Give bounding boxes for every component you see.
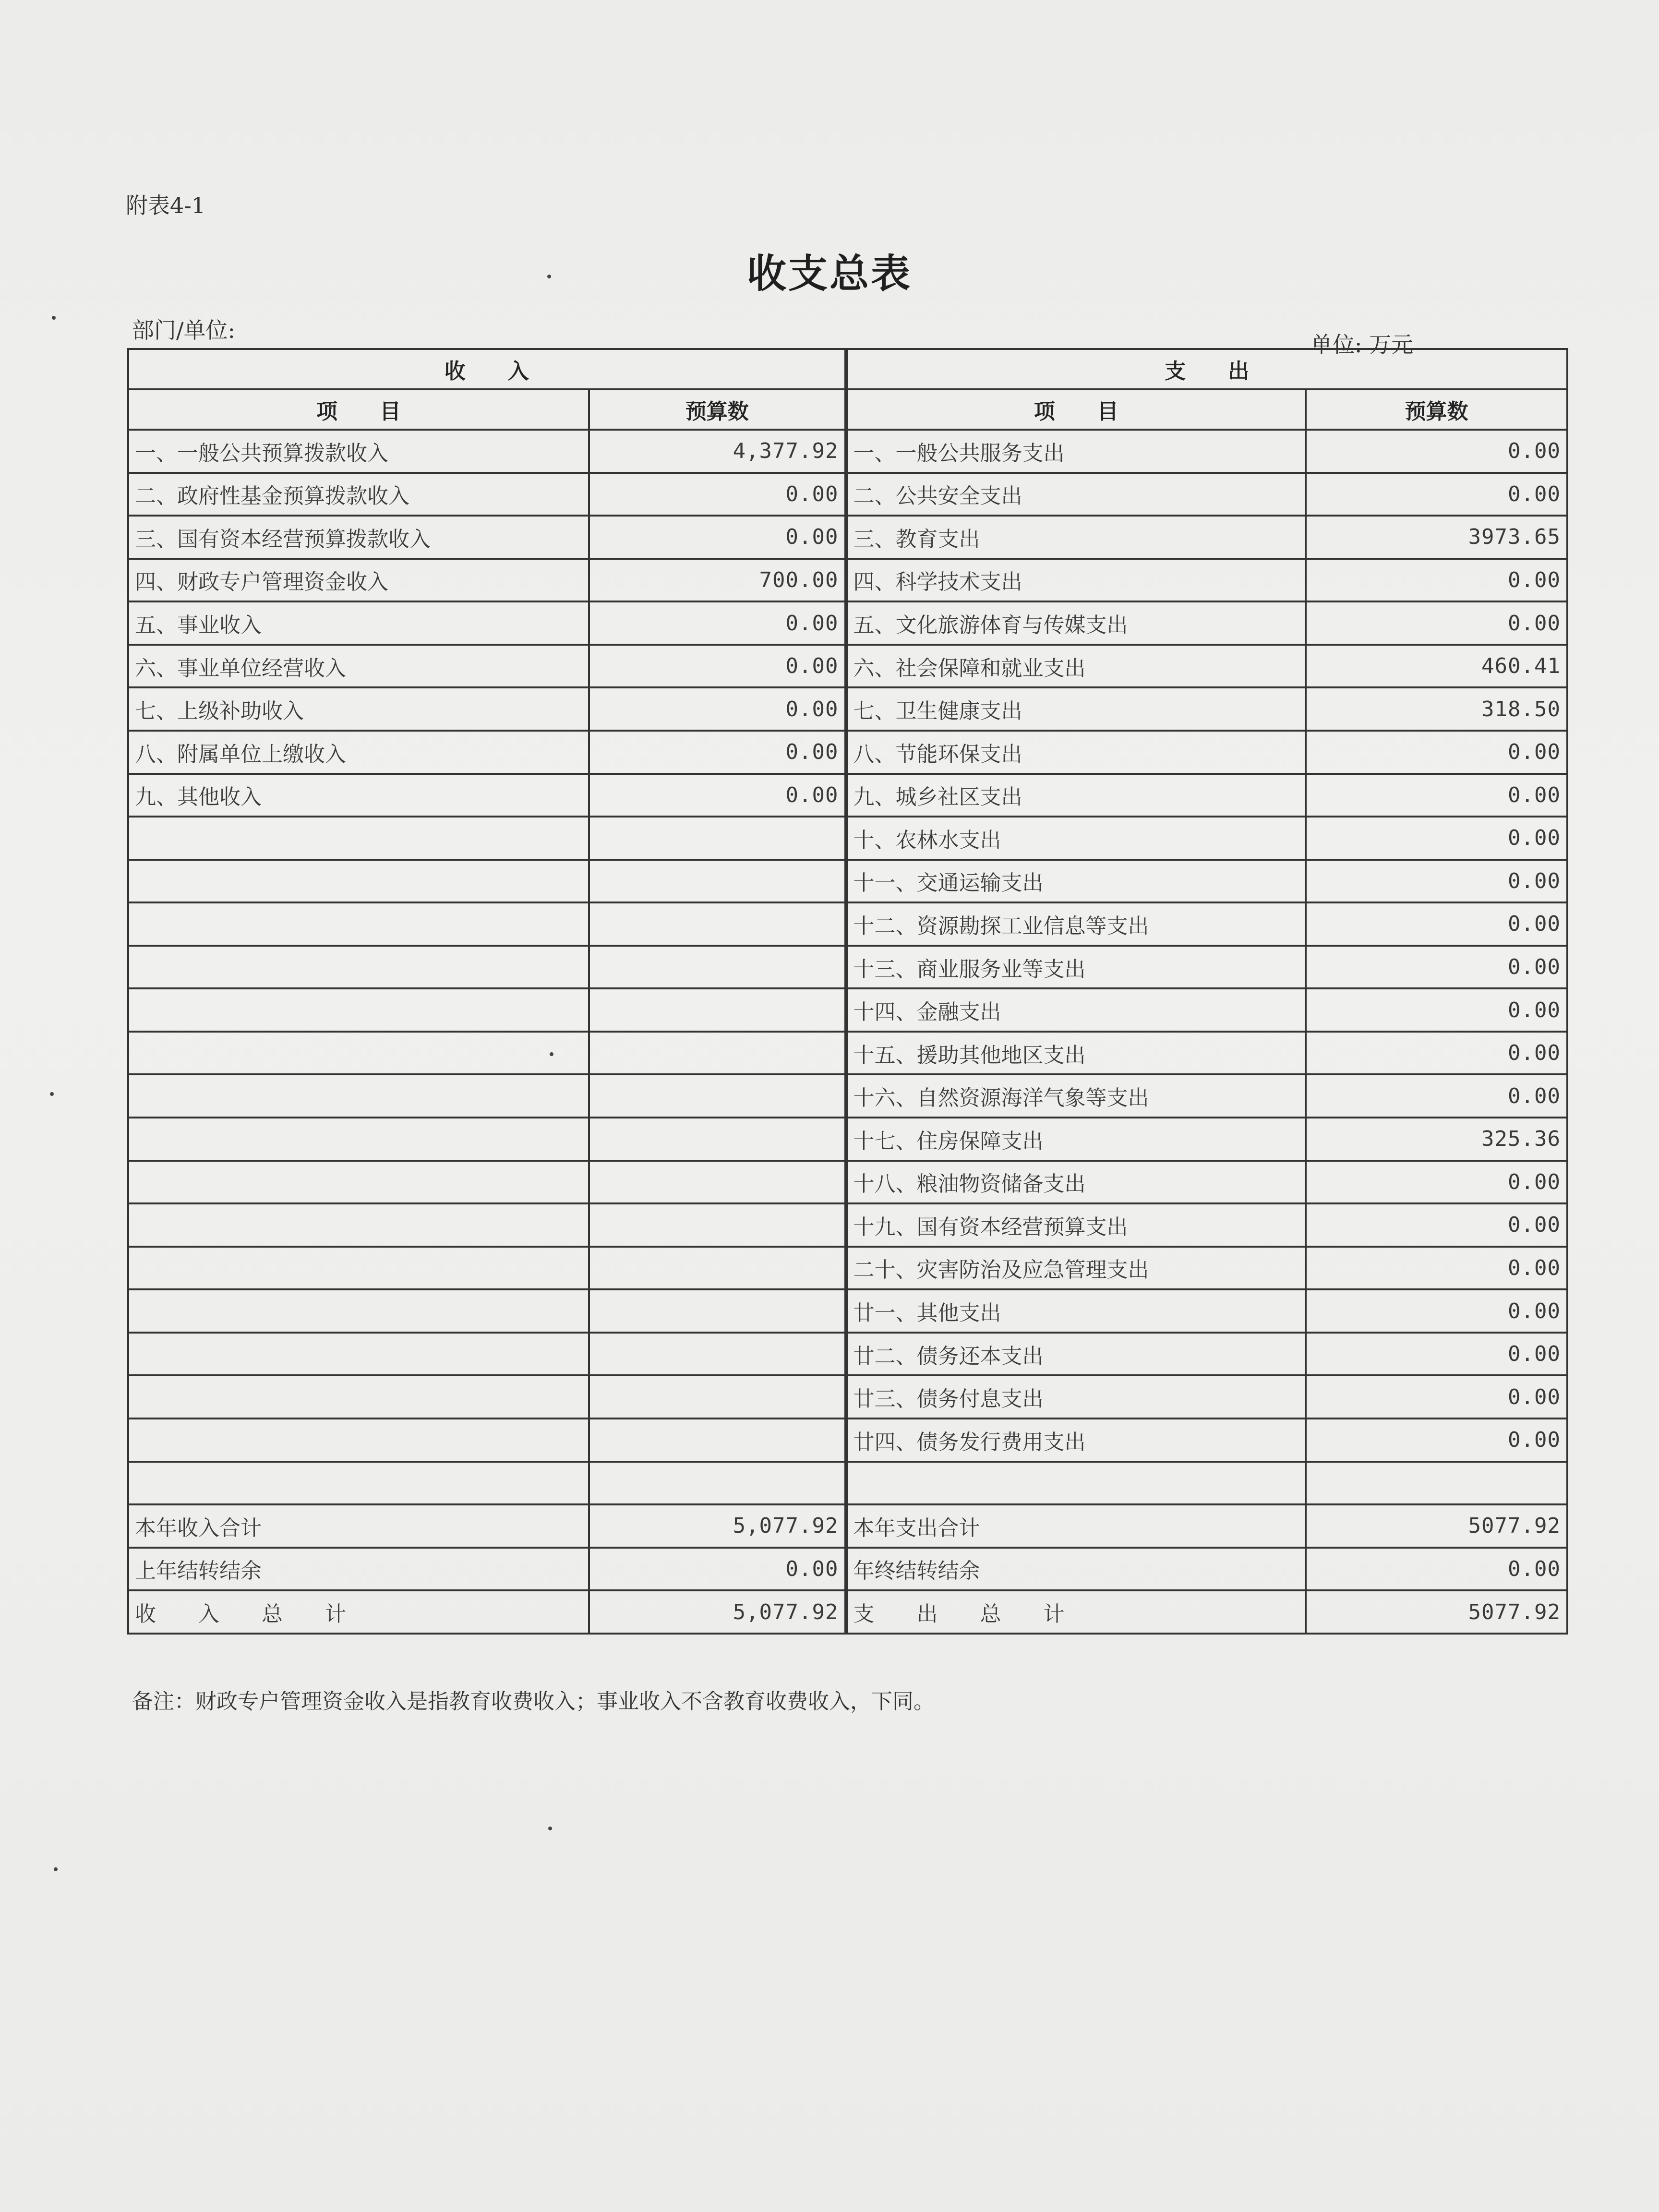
footnote: 备注：财政专户管理资金收入是指教育收费收入；事业收入不含教育收费收入，下同。 xyxy=(132,1689,935,1714)
expense-budget-cell: 0.00 xyxy=(1306,1333,1567,1376)
table-row xyxy=(128,601,1567,645)
income-budget-cell: 0.00 xyxy=(589,731,846,774)
income-budget-cell xyxy=(589,860,846,903)
expense-item-cell: 六、社会保障和就业支出 xyxy=(846,645,1306,688)
income-item-cell xyxy=(128,817,589,860)
expense-budget-cell: 0.00 xyxy=(1306,1074,1567,1118)
table-row xyxy=(128,645,1567,688)
expense-budget-cell: 3973.65 xyxy=(1306,516,1567,559)
expense-budget-cell: 0.00 xyxy=(1306,430,1567,473)
expense-item-cell: 九、城乡社区支出 xyxy=(846,774,1306,817)
expense-item-cell: 十九、国有资本经营预算支出 xyxy=(846,1203,1306,1247)
income-budget-cell: 0.00 xyxy=(589,601,846,645)
attachment-label: 附表4-1 xyxy=(126,192,206,218)
expense-item-cell xyxy=(846,1462,1306,1505)
expense-item-cell: 一、一般公共服务支出 xyxy=(846,430,1306,473)
income-budget-cell: 700.00 xyxy=(589,559,846,602)
income-item-cell xyxy=(128,1203,589,1247)
table-row xyxy=(128,860,1567,903)
income-item-cell xyxy=(128,988,589,1032)
scan-speck xyxy=(547,275,551,278)
table-row xyxy=(128,902,1567,946)
table-row xyxy=(128,1247,1567,1290)
budget-table xyxy=(127,348,1566,1635)
table-row xyxy=(128,473,1567,516)
expense-budget-cell: 0.00 xyxy=(1306,1548,1567,1591)
expense-item-cell: 支 出 总 计 xyxy=(846,1590,1306,1634)
income-budget-cell: 0.00 xyxy=(589,1548,846,1591)
page-title: 收支总表 xyxy=(746,251,912,297)
income-budget-cell xyxy=(589,902,846,946)
unit-label: 单位: 万元 xyxy=(1310,332,1414,358)
expense-item-cell: 廿二、债务还本支出 xyxy=(846,1333,1306,1376)
income-budget-cell xyxy=(589,1462,846,1505)
scan-speck xyxy=(54,1867,58,1871)
income-item-cell xyxy=(128,1247,589,1290)
expense-item-cell: 八、节能环保支出 xyxy=(846,731,1306,774)
table-row xyxy=(128,1548,1567,1591)
income-item-cell: 九、其他收入 xyxy=(128,774,589,817)
table-row xyxy=(128,687,1567,731)
income-item-cell xyxy=(128,1333,589,1376)
expense-item-cell: 廿三、债务付息支出 xyxy=(846,1375,1306,1419)
income-item-cell: 一、一般公共预算拨款收入 xyxy=(128,430,589,473)
table-row xyxy=(128,559,1567,602)
income-budget-cell xyxy=(589,946,846,989)
table-row xyxy=(128,1462,1567,1505)
income-item-cell: 六、事业单位经营收入 xyxy=(128,645,589,688)
table-row xyxy=(128,988,1567,1032)
table-body xyxy=(128,430,1567,1634)
table-row xyxy=(128,516,1567,559)
expense-budget-cell: 0.00 xyxy=(1306,774,1567,817)
expense-item-cell: 四、科学技术支出 xyxy=(846,559,1306,602)
expense-budget-cell: 318.50 xyxy=(1306,687,1567,731)
expense-budget-header: 预算数 xyxy=(1306,389,1567,430)
table-row xyxy=(128,1074,1567,1118)
expense-budget-cell: 0.00 xyxy=(1306,860,1567,903)
income-budget-cell: 0.00 xyxy=(589,774,846,817)
income-item-cell: 二、政府性基金预算拨款收入 xyxy=(128,473,589,516)
expense-item-cell: 七、卫生健康支出 xyxy=(846,687,1306,731)
income-budget-cell xyxy=(589,1118,846,1161)
expense-item-cell: 十二、资源勘探工业信息等支出 xyxy=(846,902,1306,946)
expense-budget-cell: 0.00 xyxy=(1306,988,1567,1032)
income-item-cell xyxy=(128,1032,589,1075)
expense-item-cell: 年终结转结余 xyxy=(846,1548,1306,1591)
expense-item-cell: 三、教育支出 xyxy=(846,516,1306,559)
income-item-cell: 五、事业收入 xyxy=(128,601,589,645)
table-row xyxy=(128,1161,1567,1204)
income-item-cell xyxy=(128,1074,589,1118)
income-budget-cell: 0.00 xyxy=(589,645,846,688)
expense-budget-cell: 0.00 xyxy=(1306,1247,1567,1290)
expense-budget-cell: 0.00 xyxy=(1306,946,1567,989)
income-item-cell xyxy=(128,1161,589,1204)
expense-budget-cell: 0.00 xyxy=(1306,473,1567,516)
income-budget-cell xyxy=(589,1333,846,1376)
table-row xyxy=(128,817,1567,860)
table-row xyxy=(128,1333,1567,1376)
income-item-header: 项 目 xyxy=(128,389,589,430)
income-item-cell: 本年收入合计 xyxy=(128,1504,589,1548)
expense-budget-cell: 0.00 xyxy=(1306,731,1567,774)
income-budget-cell: 5,077.92 xyxy=(589,1504,846,1548)
income-budget-cell: 0.00 xyxy=(589,687,846,731)
expense-budget-cell: 5077.92 xyxy=(1306,1504,1567,1548)
table-row xyxy=(128,1590,1567,1634)
department-label: 部门/单位: xyxy=(132,317,235,343)
income-budget-cell xyxy=(589,1247,846,1290)
expense-item-cell: 廿四、债务发行费用支出 xyxy=(846,1419,1306,1462)
expense-item-cell: 十四、金融支出 xyxy=(846,988,1306,1032)
scan-speck xyxy=(550,1052,553,1056)
income-budget-cell xyxy=(589,988,846,1032)
income-item-cell xyxy=(128,902,589,946)
income-item-cell: 八、附属单位上缴收入 xyxy=(128,731,589,774)
scan-speck xyxy=(52,316,56,320)
expense-item-cell: 十六、自然资源海洋气象等支出 xyxy=(846,1074,1306,1118)
expense-budget-cell: 0.00 xyxy=(1306,1289,1567,1333)
expense-item-cell: 十五、援助其他地区支出 xyxy=(846,1032,1306,1075)
income-budget-cell xyxy=(589,817,846,860)
income-item-cell: 四、财政专户管理资金收入 xyxy=(128,559,589,602)
expense-budget-cell: 0.00 xyxy=(1306,1203,1567,1247)
income-item-cell xyxy=(128,1118,589,1161)
expense-item-cell: 五、文化旅游体育与传媒支出 xyxy=(846,601,1306,645)
table-row xyxy=(128,1504,1567,1548)
expense-item-cell: 廿一、其他支出 xyxy=(846,1289,1306,1333)
income-item-cell: 上年结转结余 xyxy=(128,1548,589,1591)
scan-speck xyxy=(548,1827,552,1830)
expense-budget-cell: 0.00 xyxy=(1306,559,1567,602)
table-row xyxy=(128,731,1567,774)
income-budget-cell: 0.00 xyxy=(589,473,846,516)
income-item-cell: 七、上级补助收入 xyxy=(128,687,589,731)
income-item-cell xyxy=(128,946,589,989)
expense-item-header: 项 目 xyxy=(846,389,1306,430)
expense-item-cell: 二、公共安全支出 xyxy=(846,473,1306,516)
expense-item-cell: 十三、商业服务业等支出 xyxy=(846,946,1306,989)
table-row xyxy=(128,1032,1567,1075)
expense-item-cell: 十八、粮油物资储备支出 xyxy=(846,1161,1306,1204)
income-item-cell xyxy=(128,1289,589,1333)
table-row xyxy=(128,774,1567,817)
expense-item-cell: 十一、交通运输支出 xyxy=(846,860,1306,903)
table-row xyxy=(128,946,1567,989)
income-item-cell xyxy=(128,1462,589,1505)
income-item-cell xyxy=(128,860,589,903)
income-item-cell: 收 入 总 计 xyxy=(128,1590,589,1634)
expense-item-cell: 本年支出合计 xyxy=(846,1504,1306,1548)
expense-budget-cell: 460.41 xyxy=(1306,645,1567,688)
income-budget-cell xyxy=(589,1375,846,1419)
table-row xyxy=(128,1375,1567,1419)
expense-budget-cell: 5077.92 xyxy=(1306,1590,1567,1634)
income-budget-cell xyxy=(589,1289,846,1333)
table-row xyxy=(128,1289,1567,1333)
expense-budget-cell: 0.00 xyxy=(1306,601,1567,645)
expense-budget-cell: 0.00 xyxy=(1306,902,1567,946)
table-row xyxy=(128,430,1567,473)
income-budget-cell xyxy=(589,1032,846,1075)
income-budget-cell: 5,077.92 xyxy=(589,1590,846,1634)
income-budget-cell xyxy=(589,1074,846,1118)
expense-budget-cell xyxy=(1306,1462,1567,1505)
income-budget-cell xyxy=(589,1203,846,1247)
scan-speck xyxy=(50,1092,54,1096)
expense-budget-cell: 0.00 xyxy=(1306,1419,1567,1462)
expense-budget-cell: 0.00 xyxy=(1306,1032,1567,1075)
income-item-cell xyxy=(128,1419,589,1462)
income-header: 收 入 xyxy=(128,349,846,389)
expense-item-cell: 十七、住房保障支出 xyxy=(846,1118,1306,1161)
income-budget-header: 预算数 xyxy=(589,389,846,430)
expense-header: 支 出 xyxy=(846,349,1567,389)
income-item-cell xyxy=(128,1375,589,1419)
expense-budget-cell: 0.00 xyxy=(1306,1161,1567,1204)
income-budget-cell: 0.00 xyxy=(589,516,846,559)
expense-budget-cell: 0.00 xyxy=(1306,1375,1567,1419)
table-row xyxy=(128,1203,1567,1247)
income-budget-cell xyxy=(589,1419,846,1462)
expense-budget-cell: 325.36 xyxy=(1306,1118,1567,1161)
table-row xyxy=(128,1118,1567,1161)
expense-budget-cell: 0.00 xyxy=(1306,817,1567,860)
table-row xyxy=(128,1419,1567,1462)
income-budget-cell xyxy=(589,1161,846,1204)
income-budget-cell: 4,377.92 xyxy=(589,430,846,473)
expense-item-cell: 二十、灾害防治及应急管理支出 xyxy=(846,1247,1306,1290)
expense-item-cell: 十、农林水支出 xyxy=(846,817,1306,860)
income-item-cell: 三、国有资本经营预算拨款收入 xyxy=(128,516,589,559)
